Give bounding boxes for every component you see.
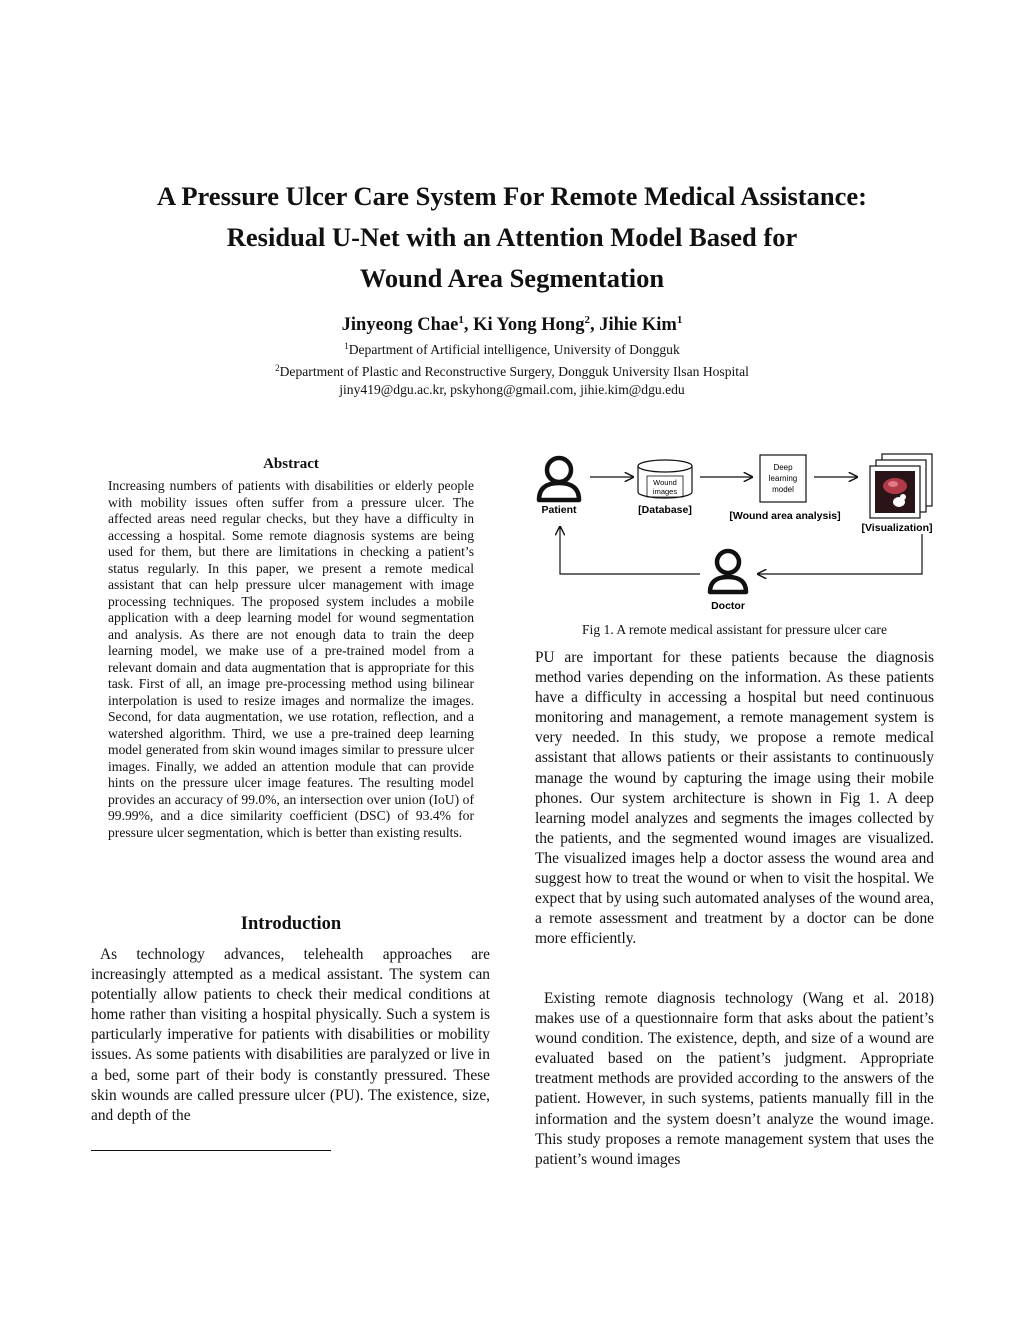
- figure-diagram: [530, 450, 940, 618]
- affiliation-2: [0, 362, 1024, 382]
- introduction-body: [91, 945, 490, 1126]
- patient-icon: [539, 458, 579, 500]
- database-label: [Database]: [638, 504, 692, 516]
- analysis-label: [Wound area analysis]: [729, 510, 841, 522]
- right-column-paragraph-2: [535, 989, 934, 1170]
- abstract-heading: Abstract: [263, 456, 319, 472]
- author-name: Jinyeong Chae: [341, 315, 459, 335]
- author-affiliation-mark: 1: [458, 314, 464, 326]
- arrow-to-doctor: [758, 534, 922, 574]
- patient-label: Patient: [541, 504, 577, 516]
- author-list: Jinyeong Chae$^1$, Ki Yong Hong$^2$, Jihie Kim$^1$: [341, 314, 683, 335]
- visualization-label: [Visualization]: [861, 522, 933, 534]
- author-emails: jiny419@dgu.ac.kr, pskyhong@gmail.com, jihie.kim@dgu.edu: [339, 382, 685, 397]
- author-affiliation-mark: 1: [676, 314, 683, 326]
- affiliation-mark: 1: [344, 341, 349, 351]
- paper-title: [0, 176, 1024, 299]
- introduction-heading: Introduction: [240, 914, 342, 934]
- title-line: Residual U-Net with an Attention Model Based for: [226, 222, 798, 252]
- visualization-image-stack: [870, 454, 932, 518]
- affiliation-text: Department of Artificial intelligence, University of Dongguk: [348, 342, 680, 357]
- author-affiliation-mark: 2: [584, 314, 590, 326]
- abstract-body: [108, 478, 474, 841]
- footnote-rule: [91, 1150, 331, 1151]
- figure-system-architecture: [530, 450, 940, 618]
- affiliation-mark: 2: [275, 363, 280, 373]
- title-line: A Pressure Ulcer Care System For Remote Medical Assistance:: [157, 181, 867, 211]
- introduction-paragraph: As technology advances, telehealth approaches are increasingly attempted as a medical assistant. The system can potentially allow patients to check their medical conditions at home rather than visiting a hospital physically. Such a system is particularly imperative for patients with disabilities or mobility issues. As some patients with disabilities are paralyzed or live in a bed, some part of their body is constantly pressured. These skin wounds are called pressure ulcer (PU). The existence, size, and depth of the: [91, 946, 490, 1124]
- arrow-to-patient: [560, 527, 700, 574]
- right-column-paragraph-1: [535, 648, 934, 949]
- abstract-paragraph: Increasing numbers of patients with disabilities or elderly people with mobility issues often suffer from a pressure ulcer. The affected areas need regular checks, but they have a difficulty in accessing a hospital. Some remote diagnosis systems are being used for them, but there are limitations in checking a patient’s status regularly. In this paper, we present a remote medical assistant that can help pressure ulcer management with image processing techniques. The proposed system includes a mobile application with a deep learning model for wound segmentation and analysis. As there are not enough data to train the deep learning model, we make use of a pre-trained model from a relevant domain and data augmentation that is appropriate for this task. First of all, an image pre-processing method using bilinear interpolation is used to resize images and normalize the images. Second, for data augmentation, we use rotation, reflection, and a watershed algorithm. Third, we use a pre-trained deep learning model generated from skin wound images similar to pressure ulcer images. Finally, we added an attention module that can provide hints on the pressure ulcer image features. The resulting model provides an accuracy of 99.0%, an intersection over union (IoU) of 99.99%, and a dice similarity coefficient (DSC) of 93.4% for pressure ulcer segmentation, which is better than existing results.: [108, 478, 474, 840]
- doctor-icon: [710, 551, 746, 592]
- doctor-label: Doctor: [711, 600, 745, 612]
- author-name: Ki Yong Hong: [473, 315, 585, 335]
- title-line: Wound Area Segmentation: [359, 263, 665, 293]
- figure-caption: Fig 1. A remote medical assistant for pressure ulcer care: [581, 622, 887, 637]
- model-label-line3: model: [772, 485, 794, 494]
- body-paragraph: PU are important for these patients because the diagnosis method varies depending on the information. As these patients have a difficulty in accessing a hospital but need continuous monitoring and management, a remote management system is very needed. In this study, we propose a remote medical assistant that allows patients or their assistants to continuously manage the wound by capturing the image using their mobile phones. Our system architecture is shown in Fig 1. A deep learning model analyzes and segments the images collected by the patients, and the segmented wound images are visualized. The visualized images help a doctor assess the wound area and suggest how to treat the wound or when to visit the hospital. We expect that by using such automated analyses of the wound area, a remote assessment and treatment by a doctor can be done more efficiently.: [535, 649, 934, 948]
- affiliation-1: [0, 340, 1024, 360]
- author-name: Jihie Kim: [599, 315, 677, 335]
- model-label-line1: Deep: [773, 463, 793, 472]
- database-content-line2: images: [652, 487, 678, 496]
- affiliation-text: Department of Plastic and Reconstructive Surgery, Dongguk University Ilsan Hospital: [279, 364, 749, 379]
- database-content-line1: Wound: [653, 478, 677, 487]
- body-paragraph: Existing remote diagnosis technology (Wang et al. 2018) makes use of a questionnaire form that asks about the patient’s wound condition. The existence, depth, and size of a wound are evaluated based on the patient’s judgment. Appropriate treatment methods are provided according to the answers of the patient. However, in such systems, patients manually fill in the information and the system doesn’t analyze the wound image. This study proposes a remote management system that uses the patient’s wound images: [535, 990, 934, 1168]
- model-label-line2: learning: [768, 474, 798, 483]
